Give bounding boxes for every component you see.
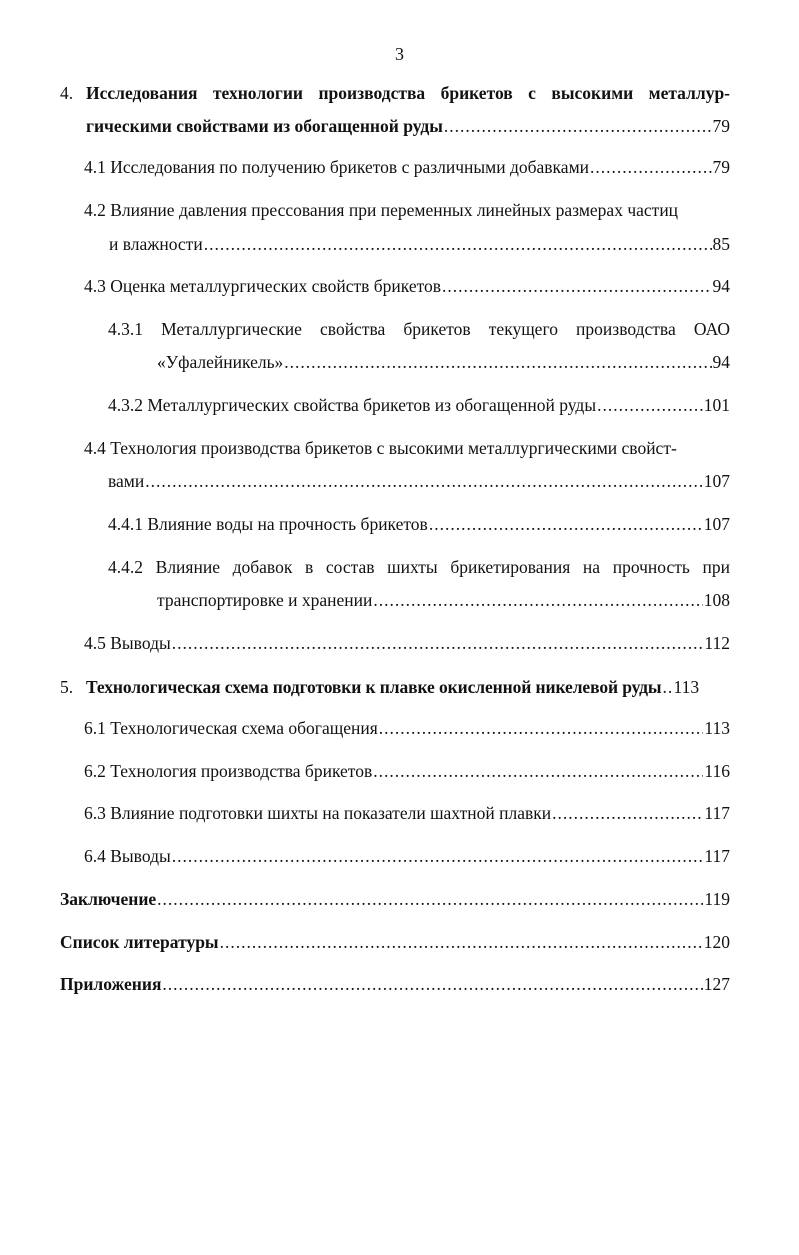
toc-entry-4-number: 4. xyxy=(60,83,74,103)
toc-entry-4-4-2-title-line2: транспортировке и хранении xyxy=(157,590,373,610)
toc-entry-4-5[interactable] xyxy=(84,633,730,653)
toc-entry-6-3[interactable] xyxy=(84,803,730,823)
toc-leader xyxy=(663,677,673,697)
toc-entry-4-4-2-cont[interactable] xyxy=(157,590,730,610)
toc-entry-4-5-page: 112 xyxy=(704,633,730,653)
toc-entry-4-cont[interactable] xyxy=(86,116,730,136)
toc-entry-4-4-cont[interactable] xyxy=(108,471,730,491)
toc-entry-4-3-1-cont[interactable] xyxy=(157,352,730,372)
toc-entry-4-1[interactable] xyxy=(84,157,730,177)
toc-entry-4-4-2-page: 108 xyxy=(703,590,730,610)
toc-entry-6-2-title: 6.2 Технология производства брикетов xyxy=(84,761,373,781)
toc-leader xyxy=(172,846,704,866)
toc-entry-4-title-line2: гическими свойствами из обогащенной руды xyxy=(86,116,443,136)
toc-entry-4[interactable] xyxy=(60,83,730,103)
page-number: 3 xyxy=(395,44,404,64)
toc-entry-6-1-page: 113 xyxy=(704,718,730,738)
toc-leader xyxy=(444,116,712,136)
toc-leader xyxy=(597,395,703,415)
toc-leader xyxy=(373,590,702,610)
toc-entry-4-4-page: 107 xyxy=(703,471,730,491)
toc-entry-4-2[interactable] xyxy=(84,200,730,220)
toc-entry-6-1[interactable] xyxy=(84,718,730,738)
toc-entry-references-title: Список литературы xyxy=(60,932,219,952)
toc-entry-4-4-1-title: 4.4.1 Влияние воды на прочность брикетов xyxy=(108,514,428,534)
toc-entry-4-3-1-title-line2: «Уфалейникель» xyxy=(157,352,284,372)
toc-entry-4-3-title: 4.3 Оценка металлургических свойств брикетов xyxy=(84,276,442,296)
toc-entry-4-2-title-line1: 4.2 Влияние давления прессования при переменных линейных размерах частиц xyxy=(84,200,679,220)
toc-entry-4-4[interactable] xyxy=(84,438,730,458)
toc-entry-4-4-title-line1: 4.4 Технология производства брикетов с высокими металлургическими свойст- xyxy=(84,438,677,458)
toc-leader xyxy=(284,352,711,372)
toc-leader xyxy=(442,276,711,296)
toc-entry-4-1-page: 79 xyxy=(712,157,730,177)
toc-leader xyxy=(379,718,704,738)
toc-entry-6-1-title: 6.1 Технологическая схема обогащения xyxy=(84,718,378,738)
toc-entry-4-3[interactable] xyxy=(84,276,730,296)
toc-entry-4-3-2[interactable] xyxy=(108,395,730,415)
toc-entry-4-2-title-line2: и влажности xyxy=(109,234,203,254)
toc-entry-4-2-page: 85 xyxy=(712,234,730,254)
toc-entry-appendices-page: 127 xyxy=(703,974,730,994)
toc-entry-4-4-1[interactable] xyxy=(108,514,730,534)
toc-entry-5-number: 5. xyxy=(60,677,74,697)
toc-leader xyxy=(429,514,703,534)
toc-entry-4-5-title: 4.5 Выводы xyxy=(84,633,171,653)
toc-leader xyxy=(145,471,703,491)
toc-leader xyxy=(172,633,704,653)
toc-entry-4-3-page: 94 xyxy=(712,276,730,296)
toc-entry-appendices[interactable] xyxy=(60,974,730,994)
toc-leader xyxy=(157,889,703,909)
toc-entry-4-4-1-page: 107 xyxy=(703,514,730,534)
toc-entry-6-3-page: 117 xyxy=(704,803,730,823)
toc-leader xyxy=(552,803,703,823)
toc-entry-6-2[interactable] xyxy=(84,761,730,781)
toc-entry-6-4-title: 6.4 Выводы xyxy=(84,846,171,866)
toc-leader xyxy=(220,932,703,952)
toc-entry-4-page: 79 xyxy=(712,116,730,136)
toc-leader xyxy=(162,974,702,994)
toc-entry-4-4-2-title-line1: 4.4.2 Влияние добавок в состав шихты брикетирования на прочность при xyxy=(108,557,730,577)
toc-entry-4-4-2[interactable] xyxy=(108,557,730,577)
toc-entry-4-3-1[interactable] xyxy=(108,319,730,339)
toc-entry-references-page: 120 xyxy=(703,932,730,952)
toc-leader xyxy=(204,234,712,254)
toc-entry-6-4-page: 117 xyxy=(704,846,730,866)
toc-leader xyxy=(590,157,711,177)
toc-entry-4-3-2-page: 101 xyxy=(703,395,730,415)
toc-entry-4-3-1-page: 94 xyxy=(712,352,730,372)
toc-entry-6-4[interactable] xyxy=(84,846,730,866)
toc-entry-4-3-1-title-line1: 4.3.1 Металлургические свойства брикетов текущего производства ОАО xyxy=(108,319,730,339)
toc-entry-5-title: Технологическая схема подготовки к плавке окисленной никелевой руды xyxy=(86,677,662,697)
toc-entry-5-page: 113 xyxy=(673,677,700,697)
toc-entry-6-3-title: 6.3 Влияние подготовки шихты на показатели шахтной плавки xyxy=(84,803,552,823)
toc-entry-4-2-cont[interactable] xyxy=(109,234,730,254)
toc-entry-5[interactable] xyxy=(60,677,730,697)
toc-leader xyxy=(373,761,703,781)
toc-entry-references[interactable] xyxy=(60,932,730,952)
toc-entry-4-title-line1: Исследования технологии производства брикетов с высокими металлур- xyxy=(86,83,730,103)
toc-entry-appendices-title: Приложения xyxy=(60,974,162,994)
toc-entry-conclusion-page: 119 xyxy=(704,889,730,909)
toc-entry-conclusion[interactable] xyxy=(60,889,730,909)
toc-entry-4-1-title: 4.1 Исследования по получению брикетов с различными добавками xyxy=(84,157,590,177)
toc-entry-4-4-title-line2: вами xyxy=(108,471,145,491)
toc-entry-6-2-page: 116 xyxy=(704,761,730,781)
toc-entry-conclusion-title: Заключение xyxy=(60,889,157,909)
toc-entry-4-3-2-title: 4.3.2 Металлургических свойства брикетов из обогащенной руды xyxy=(108,395,597,415)
